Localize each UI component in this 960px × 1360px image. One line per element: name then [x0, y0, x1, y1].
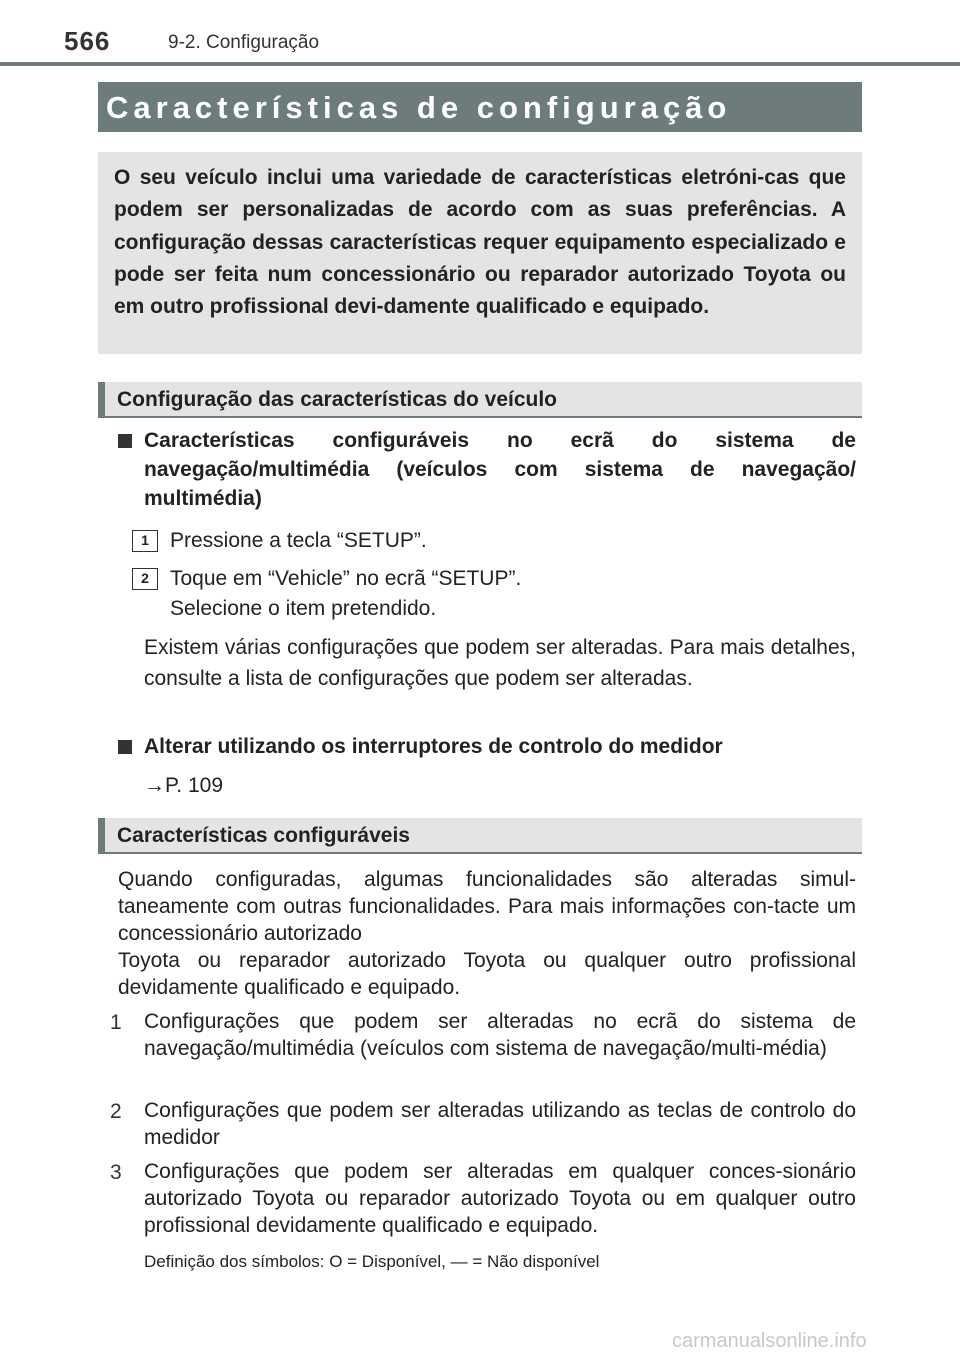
section-paragraph: Quando configuradas, algumas funcionalidades são alteradas simul-taneamente com outras funcionalidades. Para mais informações con-tacte um concessionário autorizado — [118, 868, 856, 945]
item-number: 3 — [110, 1161, 122, 1184]
item-text: Configurações que podem ser alteradas em qualquer conces-sionário autorizado Toyota ou reparador autorizado Toyota ou em qualquer outro profissional devidamente qualificado e equipado. — [144, 1160, 856, 1237]
step-continuation-text: Selecione o item pretendido. — [170, 597, 437, 620]
item-number: 2 — [110, 1100, 122, 1123]
step-number-box: 2 — [132, 568, 158, 590]
page-number: 566 — [64, 26, 111, 56]
section-heading-text: Características configuráveis — [117, 824, 410, 847]
header-rule — [0, 62, 960, 66]
section-reference: 9-2. Configuração — [168, 32, 320, 53]
page-reference: →P. 109 — [144, 774, 224, 797]
section-heading-configurable — [98, 818, 862, 854]
item-text: Configurações que podem ser alteradas no ecrã do sistema de navegação/multimédia (veículos com sistema de navegação/multi-média) — [144, 1010, 856, 1060]
note-text: Existem várias configurações que podem ser alteradas. Para mais detalhes, consulte a lista de configurações que podem ser alteradas. — [144, 636, 856, 690]
item-text: Configurações que podem ser alteradas utilizando as teclas de controlo do medidor — [144, 1099, 856, 1149]
intro-text: O seu veículo inclui uma variedade de características eletróni-cas que podem ser personalizadas de acordo com as suas preferências. A configuração dessas características requer equipamento especializado e pode ser feita num concessionário ou reparador autorizado Toyota ou em outro profissional devi-damente qualificado e equipado. — [114, 166, 846, 319]
title-banner — [98, 82, 862, 132]
square-bullet-icon — [118, 740, 132, 754]
watermark: carmanualsonline.info — [672, 1330, 867, 1352]
intro-box — [98, 152, 862, 354]
step-number-box: 1 — [132, 530, 158, 552]
section-heading-vehicle-config — [98, 382, 862, 418]
square-bullet-icon — [118, 434, 132, 448]
item-number: 1 — [110, 1011, 122, 1034]
bullet-heading-navigation: Características configuráveis no ecrã do sistema de navegação/multimédia (veículos com sistema de navegação/ multimédia) — [144, 429, 856, 510]
bullet-heading-meter-switches: Alterar utilizando os interruptores de controlo do medidor — [144, 735, 723, 758]
page-title: Características de configuração — [106, 90, 732, 125]
step-text: Pressione a tecla “SETUP”. — [170, 529, 427, 552]
section-heading-text: Configuração das características do veículo — [117, 388, 557, 411]
symbol-definition-footnote: Definição dos símbolos: O = Disponível, — = Não disponível — [144, 1252, 600, 1271]
section-paragraph-cont: Toyota ou reparador autorizado Toyota ou qualquer outro profissional devidamente qualificado e equipado. — [118, 949, 856, 999]
step-text: Toque em “Vehicle” no ecrã “SETUP”. — [170, 567, 522, 590]
